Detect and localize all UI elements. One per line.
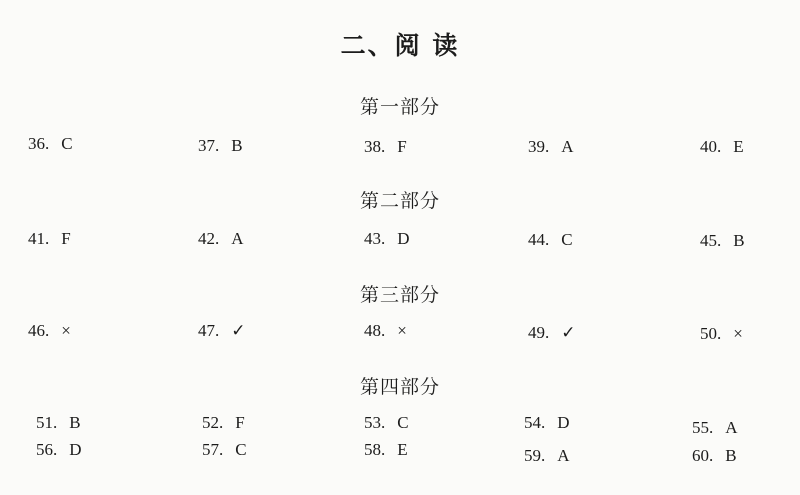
- answer-letter: F: [235, 413, 245, 432]
- answer-item: [700, 324, 743, 344]
- answer-letter: B: [733, 231, 745, 250]
- answer-item: [528, 137, 574, 157]
- answer-letter: C: [61, 134, 73, 153]
- question-number: 56.: [36, 440, 58, 459]
- question-number: 46.: [28, 321, 50, 340]
- cross-mark-answer: ×: [397, 321, 407, 340]
- answer-item: [364, 229, 410, 249]
- question-number: 53.: [364, 413, 386, 432]
- answer-item: [524, 446, 570, 466]
- answer-item: [528, 230, 573, 250]
- answer-letter: D: [397, 229, 410, 248]
- question-number: 57.: [202, 440, 224, 459]
- question-number: 49.: [528, 323, 550, 342]
- cross-mark-answer: ×: [61, 321, 71, 340]
- cross-mark-answer: ×: [733, 324, 743, 343]
- answer-item: [700, 137, 744, 157]
- answer-letter: A: [561, 137, 574, 156]
- answer-item: [36, 413, 81, 433]
- answer-item: [364, 321, 407, 341]
- answer-item: [364, 440, 408, 460]
- question-number: 55.: [692, 418, 714, 437]
- question-number: 59.: [524, 446, 546, 465]
- question-number: 39.: [528, 137, 550, 156]
- answer-letter: A: [725, 418, 738, 437]
- answer-letter: E: [397, 440, 408, 459]
- check-mark-answer: ✓: [231, 321, 246, 340]
- answer-letter: C: [235, 440, 247, 459]
- answer-item: [28, 229, 71, 249]
- part-heading-4: 第四部分: [359, 376, 440, 398]
- answer-letter: E: [733, 137, 744, 156]
- answer-letter: A: [557, 446, 570, 465]
- answer-item: [198, 321, 246, 341]
- answer-item: [202, 440, 247, 460]
- question-number: 47.: [198, 321, 220, 340]
- answer-letter: A: [231, 229, 244, 248]
- part-heading-3: 第三部分: [359, 284, 440, 306]
- part-heading-2: 第二部分: [359, 190, 440, 212]
- answer-item: [364, 413, 409, 433]
- answer-item: [692, 446, 737, 466]
- answer-letter: C: [561, 230, 573, 249]
- question-number: 58.: [364, 440, 386, 459]
- answer-item: [36, 440, 82, 460]
- question-number: 44.: [528, 230, 550, 249]
- answer-item: [198, 136, 243, 156]
- answer-letter: D: [557, 413, 570, 432]
- question-number: 36.: [28, 134, 50, 153]
- answer-item: [28, 321, 71, 341]
- answer-item: [524, 413, 570, 433]
- answer-item: [700, 231, 745, 251]
- answer-letter: C: [397, 413, 409, 432]
- question-number: 40.: [700, 137, 722, 156]
- answer-item: [528, 323, 576, 343]
- question-number: 60.: [692, 446, 714, 465]
- question-number: 38.: [364, 137, 386, 156]
- answer-item: [28, 134, 73, 154]
- answer-letter: D: [69, 440, 82, 459]
- answer-letter: F: [397, 137, 407, 156]
- answer-item: [202, 413, 245, 433]
- answer-item: [692, 418, 738, 438]
- answer-item: [198, 229, 244, 249]
- part-heading-1: 第一部分: [359, 96, 440, 118]
- question-number: 54.: [524, 413, 546, 432]
- section-title: 二、阅 读: [340, 31, 460, 60]
- question-number: 51.: [36, 413, 58, 432]
- answer-letter: B: [725, 446, 737, 465]
- check-mark-answer: ✓: [561, 323, 576, 342]
- question-number: 50.: [700, 324, 722, 343]
- question-number: 42.: [198, 229, 220, 248]
- question-number: 43.: [364, 229, 386, 248]
- answer-letter: F: [61, 229, 71, 248]
- answer-letter: B: [231, 136, 243, 155]
- question-number: 48.: [364, 321, 386, 340]
- question-number: 52.: [202, 413, 224, 432]
- question-number: 41.: [28, 229, 50, 248]
- answer-item: [364, 137, 407, 157]
- answer-letter: B: [69, 413, 81, 432]
- question-number: 45.: [700, 231, 722, 250]
- question-number: 37.: [198, 136, 220, 155]
